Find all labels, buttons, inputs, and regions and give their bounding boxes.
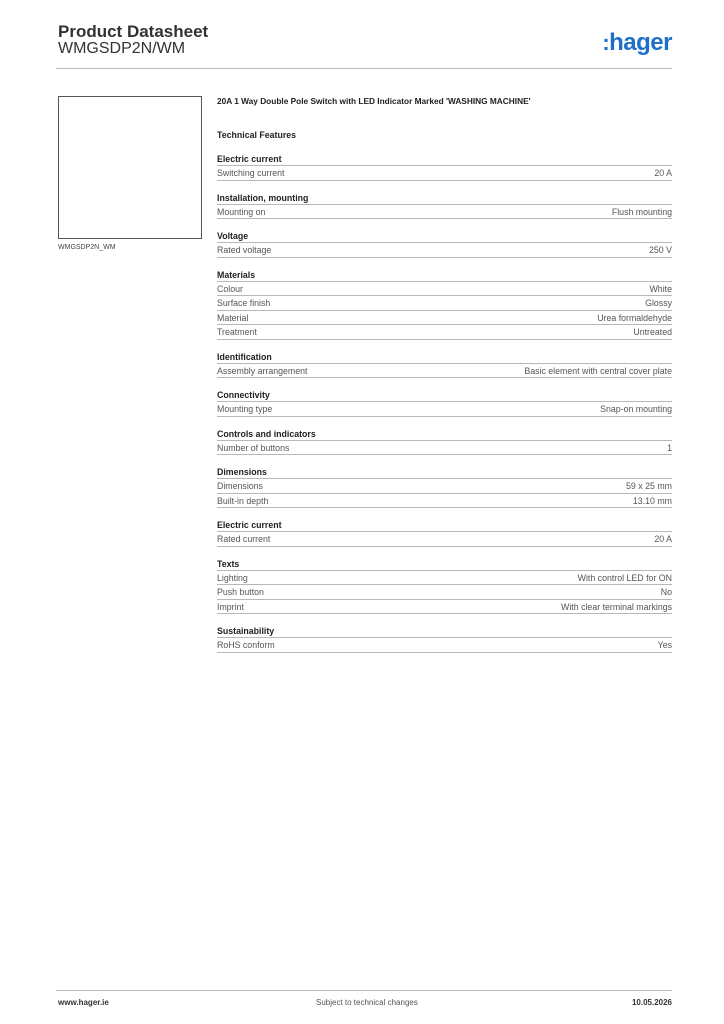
footer-divider	[56, 990, 672, 991]
feature-sections	[217, 153, 672, 653]
feature-row	[217, 600, 672, 615]
feature-value: Snap-on mounting	[600, 404, 672, 414]
feature-row	[217, 325, 672, 340]
feature-section	[217, 519, 672, 547]
section-title: Electric current	[217, 519, 672, 532]
section-title: Voltage	[217, 230, 672, 243]
feature-value: Urea formaldehyde	[597, 312, 672, 323]
feature-value: Basic element with central cover plate	[524, 365, 672, 376]
feature-value: 1	[667, 442, 672, 453]
section-title: Installation, mounting	[217, 192, 672, 205]
feature-row	[217, 282, 672, 297]
feature-section	[217, 466, 672, 508]
feature-label: Mounting type	[217, 404, 273, 414]
logo-text: hager	[609, 29, 672, 56]
feature-row	[217, 479, 672, 494]
feature-section	[217, 192, 672, 220]
feature-value: With control LED for ON	[577, 572, 672, 583]
features-panel	[217, 96, 672, 653]
technical-features-heading: Technical Features	[217, 130, 297, 140]
feature-row	[217, 364, 672, 379]
image-caption: WMGSDP2N_WM	[58, 244, 116, 251]
feature-row	[217, 243, 672, 258]
feature-section	[217, 351, 672, 379]
feature-value: 59 x 25 mm	[626, 481, 672, 491]
header-title: Product Datasheet	[58, 22, 209, 41]
footer-website-link[interactable]: www.hager.ie	[58, 998, 109, 1007]
product-description: 20A 1 Way Double Pole Switch with LED Indicator Marked 'WASHING MACHINE'	[217, 96, 531, 106]
feature-label: Built-in depth	[217, 495, 269, 506]
feature-label: Assembly arrangement	[217, 365, 308, 376]
feature-section	[217, 269, 672, 340]
feature-row	[217, 571, 672, 586]
section-title: Materials	[217, 269, 672, 282]
feature-row	[217, 494, 672, 509]
header-divider	[56, 68, 672, 69]
footer-date: 10.05.2026	[631, 998, 672, 1007]
feature-value: 20 A	[654, 168, 672, 178]
feature-row	[217, 311, 672, 326]
feature-value: White	[649, 283, 672, 294]
feature-value: 13.10 mm	[632, 495, 672, 506]
feature-section	[217, 230, 672, 258]
feature-label: Number of buttons	[217, 442, 290, 453]
feature-value: Yes	[657, 640, 672, 650]
feature-label: Push button	[217, 587, 264, 597]
section-title: Electric current	[217, 153, 672, 166]
feature-row	[217, 205, 672, 220]
feature-label: Treatment	[217, 327, 257, 337]
feature-label: Lighting	[217, 572, 248, 583]
feature-row	[217, 585, 672, 600]
feature-section	[217, 558, 672, 615]
feature-value: Flush mounting	[611, 206, 672, 217]
feature-row	[217, 402, 672, 417]
feature-section	[217, 428, 672, 456]
section-title: Texts	[217, 558, 672, 571]
hager-logo[interactable]	[602, 29, 672, 57]
feature-label: Imprint	[217, 601, 244, 612]
logo-prefix: :	[602, 30, 610, 55]
feature-label: Switching current	[217, 168, 285, 178]
feature-label: Dimensions	[217, 481, 263, 491]
feature-section	[217, 625, 672, 653]
product-code: WMGSDP2N/WM	[58, 40, 186, 57]
feature-label: Colour	[217, 283, 243, 294]
feature-row	[217, 441, 672, 456]
feature-label: Rated current	[217, 534, 271, 544]
footer-note: Subject to technical changes	[316, 998, 418, 1007]
feature-value: No	[660, 587, 672, 597]
feature-row	[217, 166, 672, 181]
feature-label: Surface finish	[217, 298, 271, 308]
feature-section	[217, 153, 672, 181]
feature-label: Mounting on	[217, 206, 266, 217]
section-title: Dimensions	[217, 466, 672, 479]
feature-label: Material	[217, 312, 249, 323]
product-image	[58, 96, 202, 239]
section-title: Sustainability	[217, 625, 672, 638]
section-title: Identification	[217, 351, 672, 364]
feature-value: Untreated	[633, 327, 672, 337]
section-title: Connectivity	[217, 389, 672, 402]
section-title: Controls and indicators	[217, 428, 672, 441]
feature-row	[217, 532, 672, 547]
feature-value: With clear terminal markings	[561, 601, 672, 612]
feature-label: RoHS conform	[217, 640, 275, 650]
feature-value: Glossy	[645, 298, 672, 308]
feature-section	[217, 389, 672, 417]
feature-value: 250 V	[649, 245, 672, 255]
feature-row	[217, 296, 672, 311]
feature-label: Rated voltage	[217, 245, 272, 255]
feature-row	[217, 638, 672, 653]
feature-value: 20 A	[654, 534, 672, 544]
